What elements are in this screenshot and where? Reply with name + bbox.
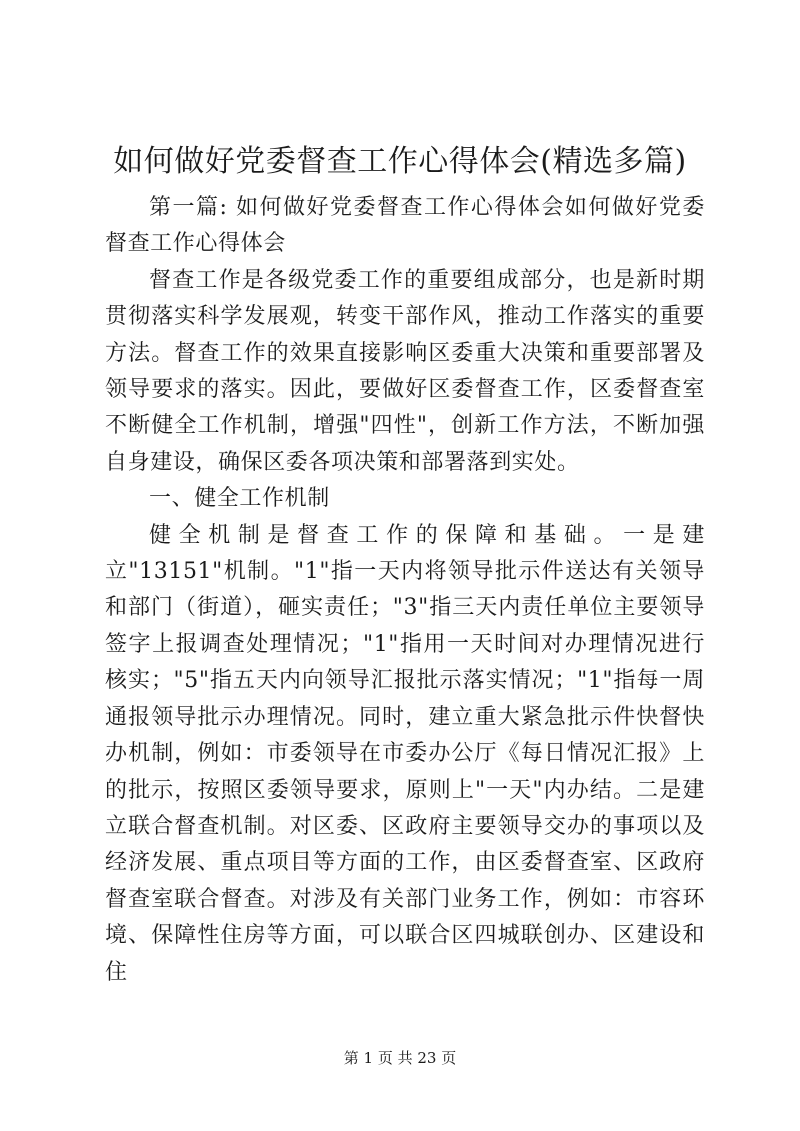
document-title: 如何做好党委督查工作心得体会(精选多篇) <box>113 144 687 179</box>
paragraph-subheading: 一、健全工作机制 <box>149 486 330 512</box>
paragraph-mechanism: 健全机制是督查工作的保障和基础。一是建立"13151"机制。"1"指一天内将领导批示件送达有关领导和部门（街道），砸实责任；"3"指三天内责任单位主要领导签字上报调查处理情况；"1"指用一天时间对办理情况进行核实；"5"指五天内向领导汇报批示落实情况；"1"指每一周通报领导批示办理情况。同时，建立重大紧急批示件快督快办机制，例如：市委领导在市委办公厅《每日情况汇报》上的批示，按照区委领导要求，原则上"一天"内办结。二是建立联合督查机制。对区委、区政府主要领导交办的事项以及经济发展、重点项目等方面的工作，由区委督查室、区政府督查室联合督查。对涉及有关部门业务工作，例如：市容环境、保障性住房等方面，可以联合区四城联创办、区建设和住 <box>105 522 705 985</box>
page-number: 第 1 页 共 23 页 <box>343 1049 457 1067</box>
paragraph-intro: 督查工作是各级党委工作的重要组成部分，也是新时期贯彻落实科学发展观，转变干部作风，推动工作落实的重要方法。督查工作的效果直接影响区委重大决策和重要部署及领导要求的落实。因此，要做好区委督查工作，区委督查室不断健全工作机制，增强"四性"，创新工作方法，不断加强自身建设，确保区委各项决策和部署落到实处。 <box>105 267 705 475</box>
document-body <box>105 190 705 991</box>
paragraph-section-heading: 第一篇: 如何做好党委督查工作心得体会如何做好党委督查工作心得体会 <box>105 195 705 257</box>
